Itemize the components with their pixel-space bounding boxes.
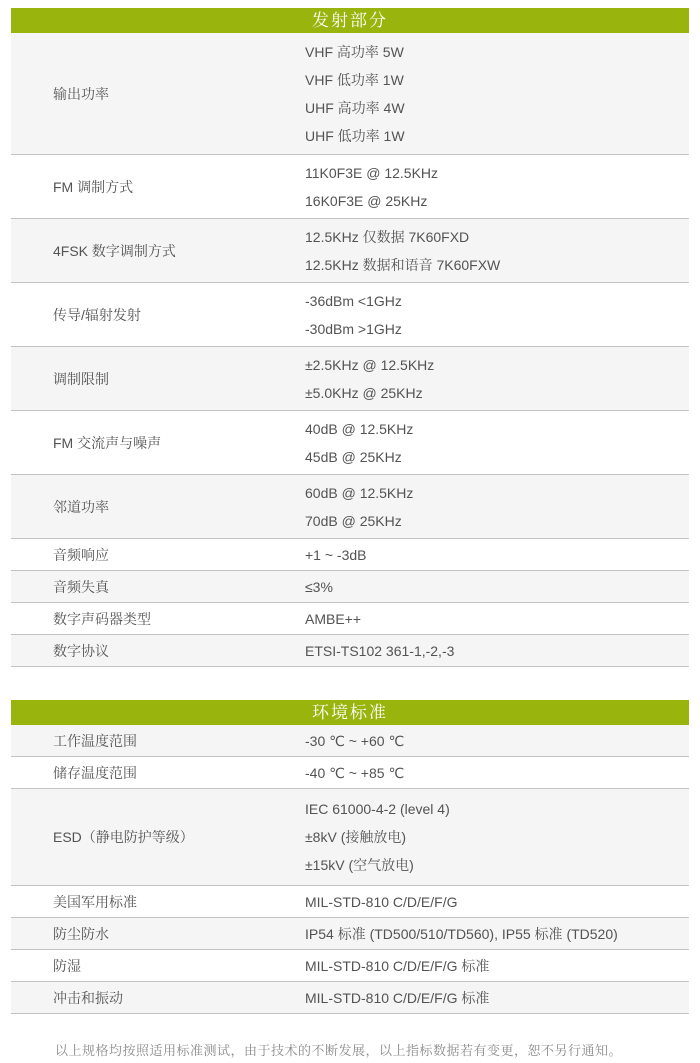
spec-value-line: -40 ℃ ~ +85 ℃ xyxy=(305,764,405,781)
spec-value-line: 16K0F3E @ 25KHz xyxy=(305,192,428,209)
spec-value-line: ±5.0KHz @ 25KHz xyxy=(305,384,423,401)
table-row xyxy=(11,475,689,539)
table-row xyxy=(11,950,689,982)
spec-value-line: MIL-STD-810 C/D/E/F/G 标准 xyxy=(305,957,490,974)
table-row xyxy=(11,757,689,789)
spec-label: 邻道功率 xyxy=(53,498,109,515)
spec-value xyxy=(305,287,689,343)
section-rows xyxy=(11,33,689,667)
spec-value xyxy=(305,637,689,665)
spec-value-line: ≤3% xyxy=(305,578,333,595)
table-row xyxy=(11,33,689,155)
spec-value-line: 12.5KHz 数据和语音 7K60FXW xyxy=(305,256,501,273)
spec-value-line: ±8kV (接触放电) xyxy=(305,829,407,845)
spec-label: 输出功率 xyxy=(53,85,109,102)
table-row xyxy=(11,725,689,757)
disclaimer-note: 以上规格均按照适用标准测试，由于技术的不断发展，以上指标数据若有变更，恕不另行通知。 xyxy=(55,1043,623,1058)
spec-value xyxy=(305,415,689,471)
spec-value-line: MIL-STD-810 C/D/E/F/G xyxy=(305,893,458,910)
spec-value xyxy=(305,38,689,150)
spec-table-transmission xyxy=(11,8,689,667)
spec-value-line: -36dBm <1GHz xyxy=(305,292,402,309)
spec-label: 数字协议 xyxy=(53,642,109,659)
spec-label: 调制限制 xyxy=(53,370,109,387)
table-row xyxy=(11,571,689,603)
spec-value xyxy=(305,541,689,569)
spec-value-line: 11K0F3E @ 12.5KHz xyxy=(305,164,439,181)
table-row xyxy=(11,411,689,475)
table-row xyxy=(11,347,689,411)
spec-value-line: 40dB @ 12.5KHz xyxy=(305,420,414,437)
spec-value-line: -30dBm >1GHz xyxy=(305,320,402,337)
spec-label: 4FSK 数字调制方式 xyxy=(53,242,176,259)
section-title-environment: 环境标准 xyxy=(11,700,689,725)
spec-value-line: UHF 高功率 4W xyxy=(305,99,405,116)
table-row xyxy=(11,886,689,918)
spec-value-line: IP54 标准 (TD500/510/TD560), IP55 标准 (TD520) xyxy=(305,925,618,942)
spec-label: FM 交流声与噪声 xyxy=(53,434,162,451)
spec-value-line: 60dB @ 12.5KHz xyxy=(305,484,414,501)
spec-value xyxy=(305,605,689,633)
section-gap xyxy=(0,667,700,700)
spec-value xyxy=(305,920,689,948)
table-row xyxy=(11,155,689,219)
spec-label: ESD（静电防护等级） xyxy=(53,829,194,845)
spec-value xyxy=(305,479,689,535)
spec-label: 音频响应 xyxy=(53,546,109,563)
spec-value-line: ETSI-TS102 361-1,-2,-3 xyxy=(305,642,455,659)
spec-value xyxy=(305,952,689,980)
spec-value-line: VHF 高功率 5W xyxy=(305,43,404,60)
spec-value-line: IEC 61000-4-2 (level 4) xyxy=(305,801,450,817)
spec-label: 冲击和振动 xyxy=(53,989,123,1006)
spec-value xyxy=(305,984,689,1012)
spec-value-line: UHF 低功率 1W xyxy=(305,127,405,144)
table-row xyxy=(11,635,689,667)
spec-value xyxy=(305,759,689,787)
spec-label: 工作温度范围 xyxy=(53,732,137,749)
spec-value-line: 70dB @ 25KHz xyxy=(305,512,402,529)
spec-value-line: -30 ℃ ~ +60 ℃ xyxy=(305,732,405,749)
spec-label: 美国军用标准 xyxy=(53,893,137,910)
spec-value xyxy=(305,795,689,879)
spec-label: 数字声码器类型 xyxy=(53,610,151,627)
spec-value xyxy=(305,223,689,279)
spec-value xyxy=(305,159,689,215)
spec-label: 传导/辐射发射 xyxy=(53,306,141,323)
spec-label: 音频失真 xyxy=(53,578,109,595)
table-row xyxy=(11,789,689,886)
spec-value-line: VHF 低功率 1W xyxy=(305,71,404,88)
spec-table-environment xyxy=(11,700,689,1014)
table-row xyxy=(11,982,689,1014)
spec-value-line: +1 ~ -3dB xyxy=(305,546,367,563)
section-title-transmission: 发射部分 xyxy=(11,8,689,33)
table-row xyxy=(11,918,689,950)
table-row xyxy=(11,283,689,347)
table-row xyxy=(11,539,689,571)
spec-label: FM 调制方式 xyxy=(53,178,134,195)
spec-value-line: 12.5KHz 仅数据 7K60FXD xyxy=(305,228,470,245)
spec-value xyxy=(305,888,689,916)
table-row xyxy=(11,219,689,283)
spec-value xyxy=(305,573,689,601)
section-rows xyxy=(11,725,689,1014)
spec-value xyxy=(305,727,689,755)
spec-value-line: AMBE++ xyxy=(305,610,362,627)
spec-label: 防湿 xyxy=(53,957,81,974)
spec-value xyxy=(305,351,689,407)
spec-value-line: ±2.5KHz @ 12.5KHz xyxy=(305,356,435,373)
table-row xyxy=(11,603,689,635)
spec-label: 储存温度范围 xyxy=(53,764,137,781)
spec-value-line: 45dB @ 25KHz xyxy=(305,448,402,465)
spec-value-line: MIL-STD-810 C/D/E/F/G 标准 xyxy=(305,989,490,1006)
spec-value-line: ±15kV (空气放电) xyxy=(305,857,414,873)
spec-label: 防尘防水 xyxy=(53,925,109,942)
